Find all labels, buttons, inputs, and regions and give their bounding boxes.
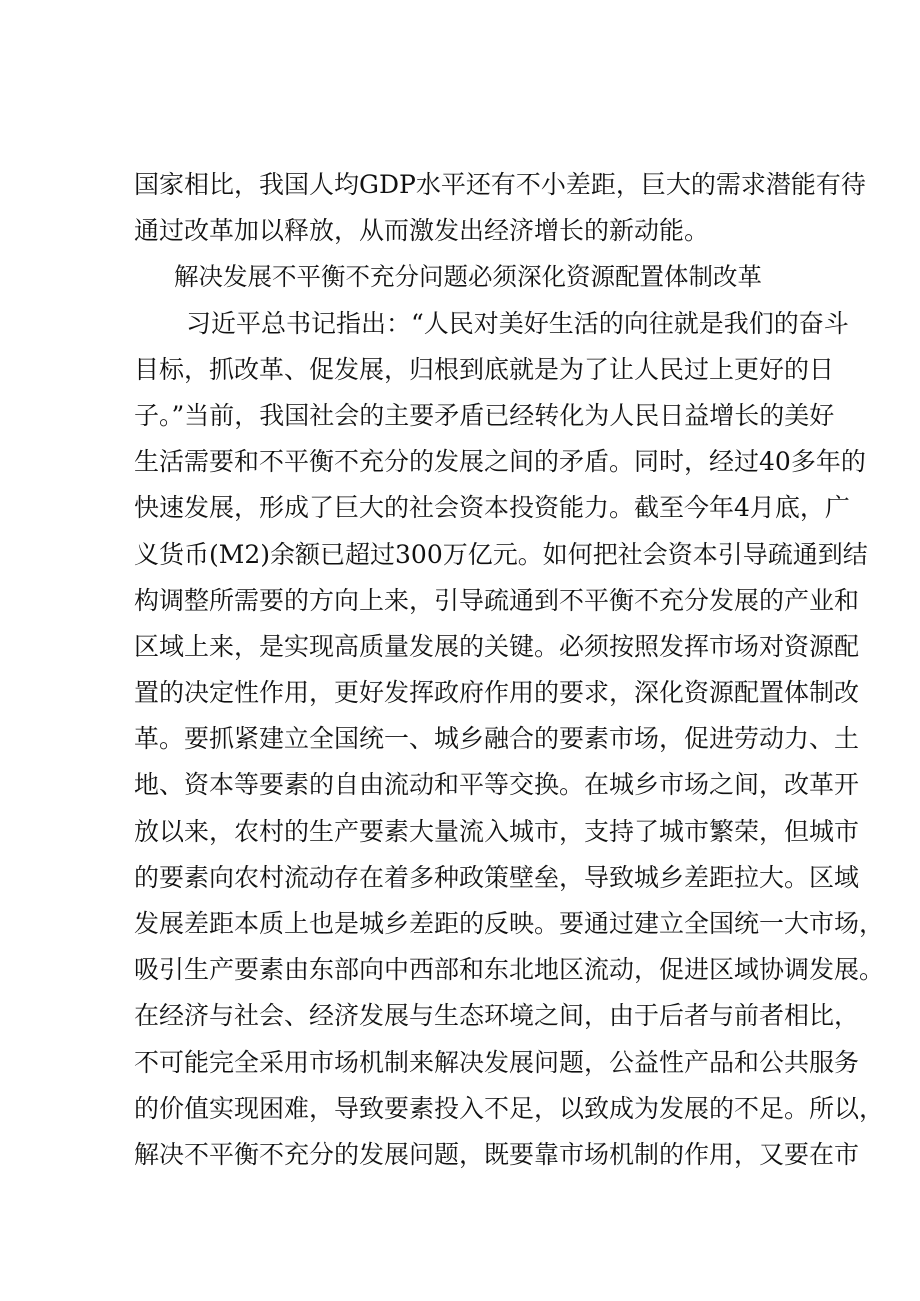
text-line: 国家相比，我国人均GDP水平还有不小差距，巨大的需求潜能有待 — [134, 170, 866, 199]
document-body — [134, 162, 885, 1178]
continued-paragraph — [134, 162, 866, 254]
text-line: 吸引生产要素由东部向中西部和东北地区流动，促进区域协调发展。 — [134, 955, 885, 985]
text-line: 义货币(M2)余额已超过300万亿元。如何把社会资本引导疏通到结 — [134, 539, 868, 569]
text-line: 放以来，农村的生产要素大量流入城市，支持了城市繁荣，但城市 — [134, 816, 860, 846]
text-line: 通过改革加以释放，从而激发出经济增长的新动能。 — [134, 216, 710, 246]
text-line: 不可能完全采用市场机制来解决发展问题，公益性产品和公共服务 — [134, 1047, 860, 1077]
text-line: 在经济与社会、经济发展与生态环境之间，由于后者与前者相比， — [134, 1001, 860, 1031]
text-line: 发展差距本质上也是城乡差距的反映。要通过建立全国统一大市场， — [134, 909, 885, 938]
text-line: 革。要抓紧建立全国统一、城乡融合的要素市场，促进劳动力、土 — [134, 724, 860, 754]
text-line: 的要素向农村流动存在着多种政策壁垒，导致城乡差距拉大。区域 — [134, 862, 860, 892]
text-line: 解决不平衡不充分的发展问题，既要靠市场机制的作用，又要在市 — [134, 1139, 860, 1169]
text-line: 区域上来，是实现高质量发展的关键。必须按照发挥市场对资源配 — [134, 631, 860, 661]
text-line: 生活需要和不平衡不充分的发展之间的矛盾。同时，经过40多年的 — [134, 447, 866, 477]
text-line: 置的决定性作用，更好发挥政府作用的要求，深化资源配置体制改 — [134, 678, 860, 708]
section-heading: 解决发展不平衡不充分问题必须深化资源配置体制改革 — [174, 262, 762, 292]
text-line: 子。”当前，我国社会的主要矛盾已经转化为人民日益增长的美好 — [134, 400, 835, 430]
text-line: 目标，抓改革、促发展，归根到底就是为了让人民过上更好的日 — [134, 354, 835, 384]
text-line: 构调整所需要的方向上来，引导疏通到不平衡不充分发展的产业和 — [134, 585, 860, 615]
text-line: 的价值实现困难，导致要素投入不足，以致成为发展的不足。所以， — [134, 1093, 885, 1123]
main-paragraph — [134, 301, 885, 1179]
text-line: 地、资本等要素的自由流动和平等交换。在城乡市场之间，改革开 — [134, 770, 860, 800]
text-line: 快速发展，形成了巨大的社会资本投资能力。截至今年4月底，广 — [134, 493, 850, 523]
text-line: 习近平总书记指出：“人民对美好生活的向往就是我们的奋斗 — [186, 308, 849, 338]
